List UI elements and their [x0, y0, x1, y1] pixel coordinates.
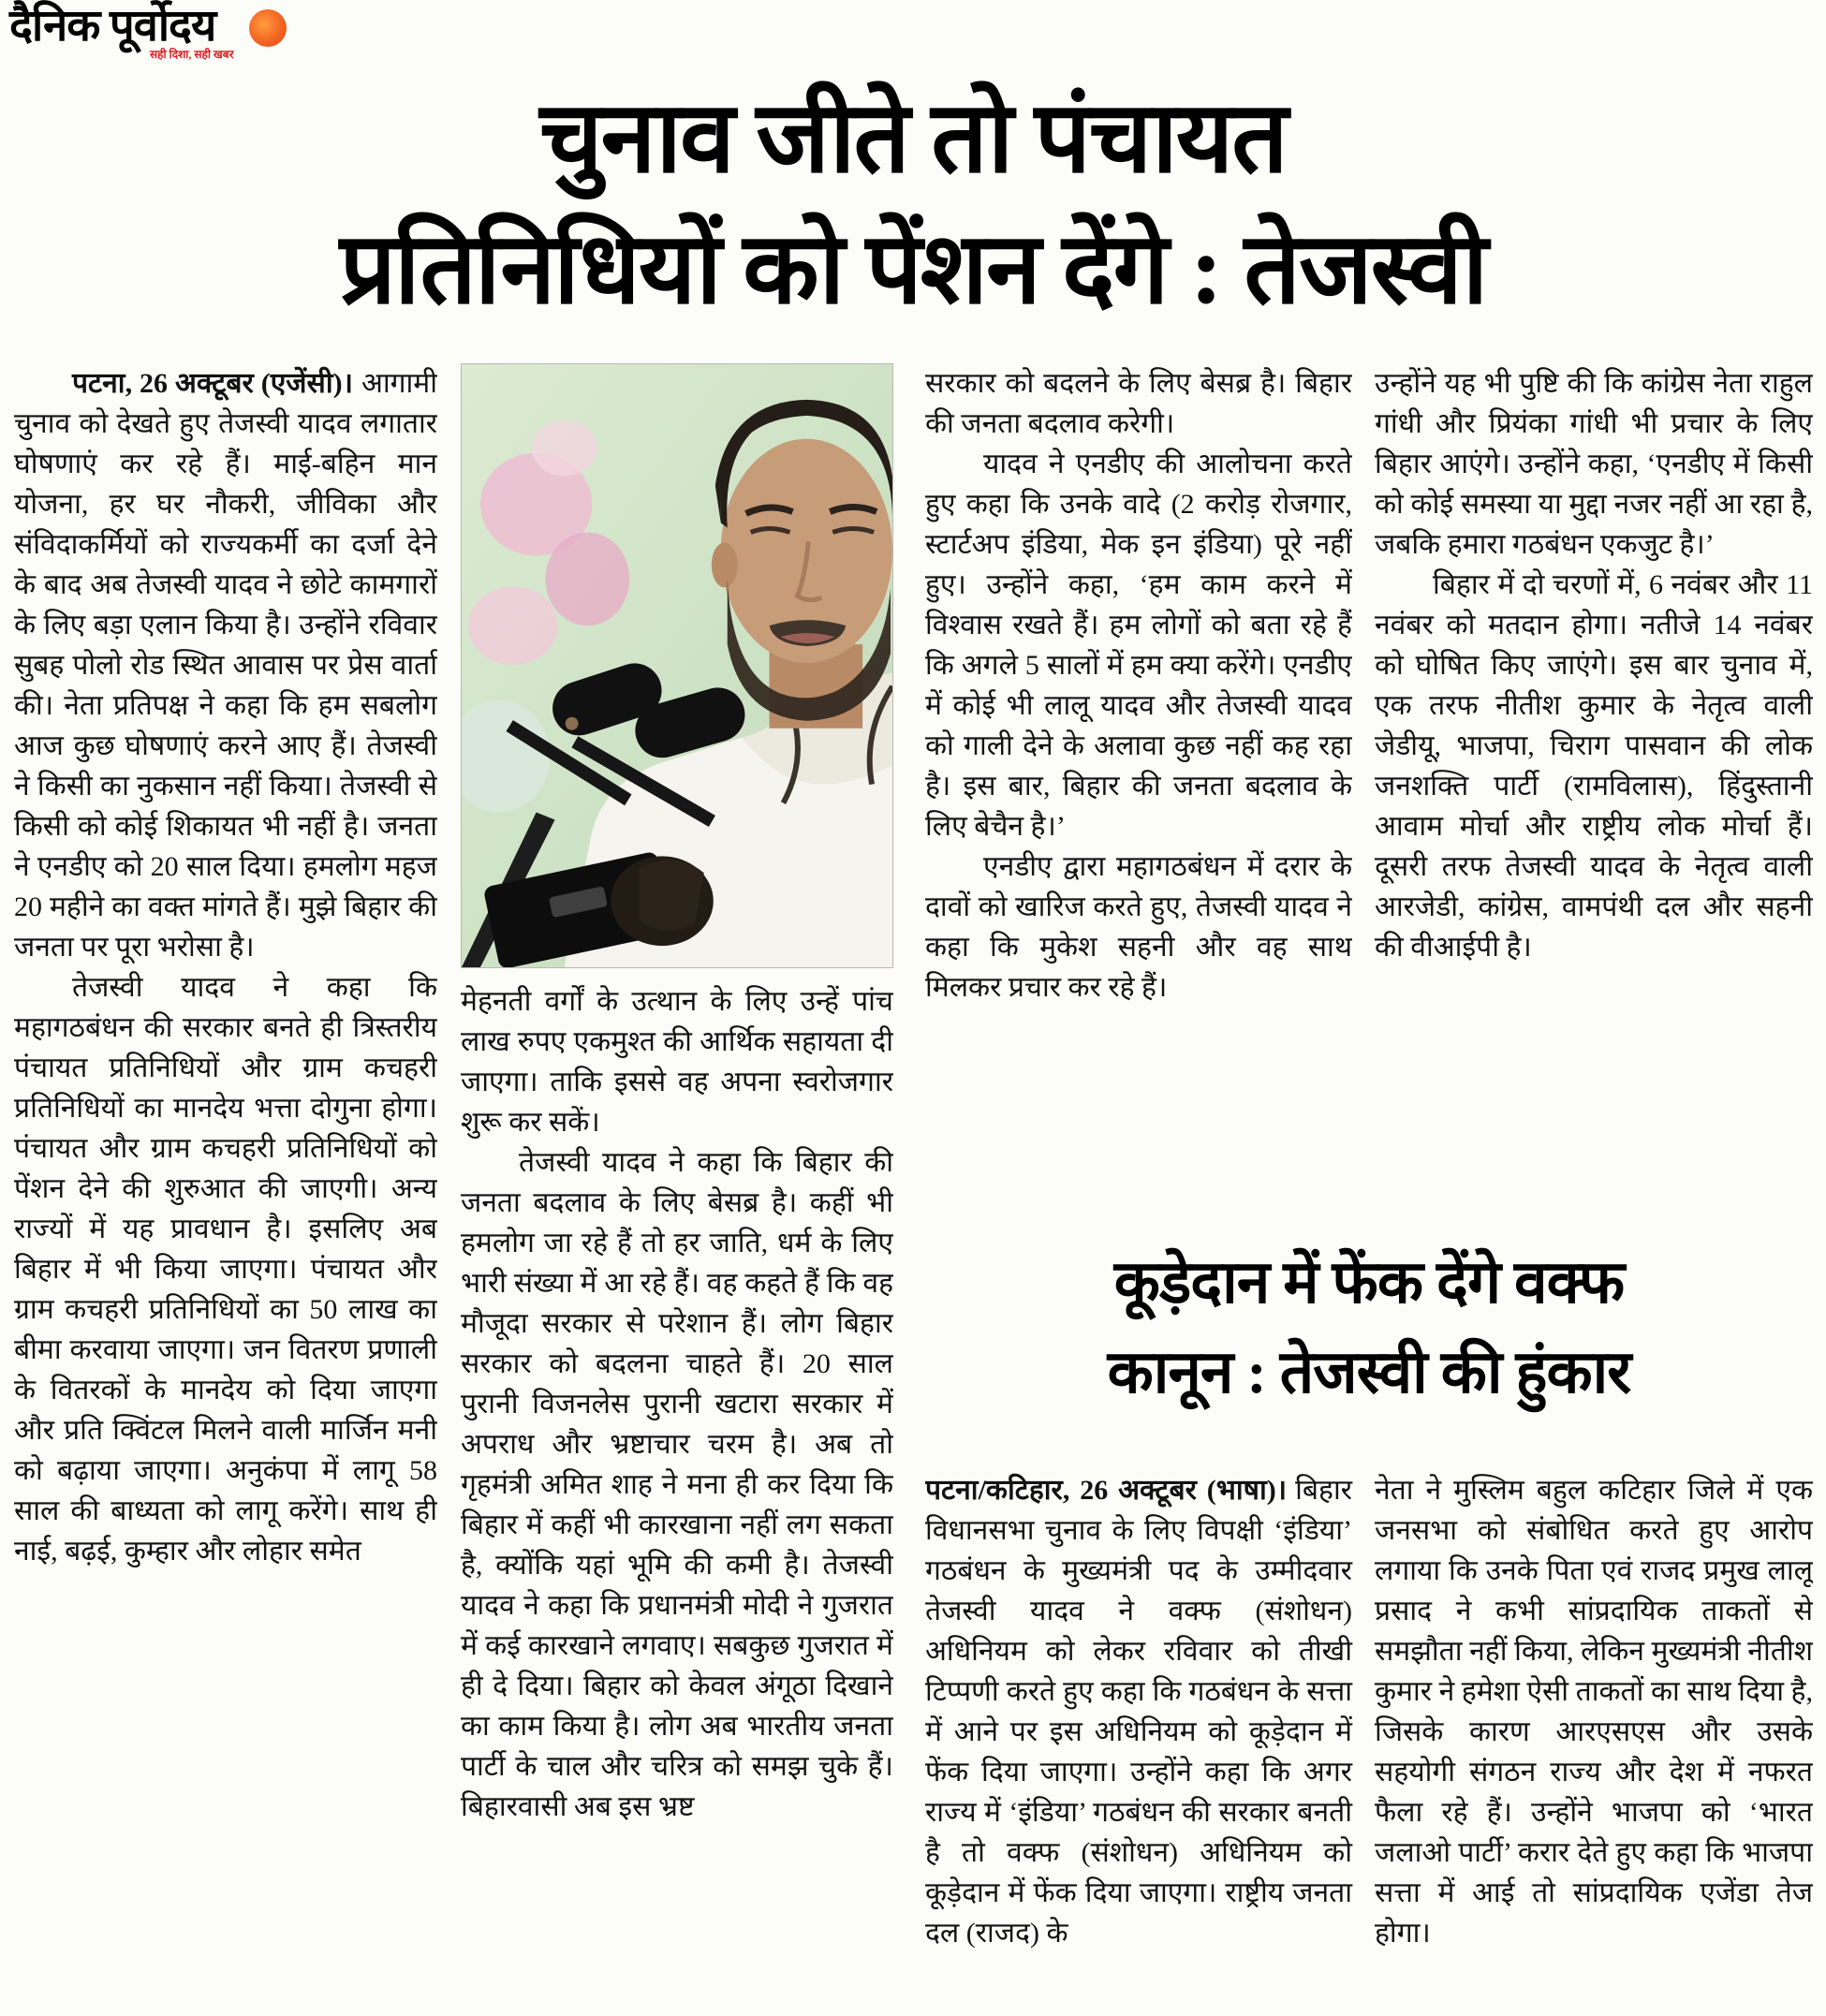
second-article	[925, 1238, 1813, 2016]
dateline: पटना, 26 अक्टूबर (एजेंसी)।	[72, 368, 353, 399]
second-article-columns	[925, 1442, 1813, 1981]
paragraph: मेहनती वर्गों के उत्थान के लिए उन्हें पांच लाख रुपए एकमुश्त की आर्थिक सहायता दी जाएगा। ताकि इससे वह अपना स्वरोजगार शुरू कर सकें।	[461, 986, 893, 1138]
masthead	[9, 4, 318, 62]
article1-column-1	[14, 363, 437, 2011]
main-headline-line1: चुनाव जीते तो पंचायत	[539, 83, 1287, 193]
second-article-column-1	[925, 1442, 1352, 1981]
paragraph: नेता ने मुस्लिम बहुल कटिहार जिले में एक जनसभा को संबोधित करते हुए आरोप लगाया कि उनके पिता एवं राजद प्रमुख लालू प्रसाद ने कभी सांप्रदायिक ताकतों से समझौता नहीं किया, लेकिन मुख्यमंत्री नीतीश कुमार ने हमेशा ऐसी ताकतों का साथ दिया है, जिसके कारण आरएसएस और उसके सहयोगी संगठन राज्य और देश में नफरत फैला रहे हैं। उन्होंने भाजपा को ‘भारत जलाओ पार्टी’ करार देते हुए कहा कि भाजपा सत्ता में आई तो सांप्रदायिक एजेंडा तेज होगा।	[1375, 1475, 1813, 1949]
article1-column-2	[461, 363, 893, 2011]
paragraph: बिहार में दो चरणों में, 6 नवंबर और 11 नवंबर को मतदान होगा। नतीजे 14 नवंबर को घोषित किए जाएंगे। इस बार चुनाव में, एक तरफ नीतीश कुमार के नेतृत्व वाली जेडीयू, भाजपा, चिराग पासवान की लोक जनशक्ति पार्टी (रामविलास), हिंदुस्तानी आवाम मोर्चा और राष्ट्रीय लोक मोर्चा हैं। दूसरी तरफ तेजस्वी यादव के नेतृत्व वाली आरजेडी, कांग्रेस, वामपंथी दल और सहनी की वीआईपी है।	[1375, 569, 1813, 963]
article-photo	[461, 363, 893, 968]
second-headline-line1: कूड़ेदान में फेंक देंगे वक्फ	[1113, 1249, 1625, 1316]
paragraph: तेजस्वी यादव ने कहा कि महागठबंधन की सरकार बनते ही त्रिस्तरीय पंचायत प्रतिनिधियों और ग्राम कचहरी प्रतिनिधियों का मानदेय भत्ता दोगुना होगा। पंचायत और ग्राम कचहरी प्रतिनिधियों को पेंशन देने की शुरुआत की जाएगी। अन्य राज्यों में यह प्रावधान है। इसलिए अब बिहार में भी किया जाएगा। पंचायत और ग्राम कचहरी प्रतिनिधियों का 50 लाख का बीमा करवाया जाएगा। जन वितरण प्रणाली के वितरकों के मानदेय को दिया जाएगा और प्रति क्विंटल मिलने वाली मार्जिन मनी को बढ़ाया जाएगा। अनुकंपा में लागू 58 साल की बाध्यता को लागू करेंगे। साथ ही नाई, बढ़ई, कुम्हार और लोहार समेत	[14, 972, 437, 1567]
press-conference-photo-illustration	[462, 364, 892, 967]
paragraph	[925, 1470, 1352, 1953]
paragraph-text: बिहार विधानसभा चुनाव के लिए विपक्षी ‘इंडिया’ गठबंधन के मुख्यमंत्री पद के उम्मीदवार तेजस्वी यादव ने वक्फ (संशोधन) अधिनियम को लेकर रविवार को तीखी टिप्पणी करते हुए कहा कि गठबंधन के सत्ता में आने पर इस अधिनियम को कूड़ेदान में फेंक दिया जाएगा। उन्होंने कहा कि अगर राज्य में ‘इंडिया’ गठबंधन की सरकार बनती है तो वक्फ (संशोधन) अधिनियम को कूड़ेदान में फेंक दिया जाएगा। राष्ट्रीय जनता दल (राजद) के	[925, 1475, 1352, 1949]
main-headline-line2: प्रतिनिधियों को पेंशन देंगे : तेजस्वी	[339, 213, 1487, 324]
masthead-tagline: सही दिशा, सही खबर	[150, 48, 234, 62]
dateline: पटना/कटिहार, 26 अक्टूबर (भाषा)।	[925, 1475, 1288, 1506]
paragraph: एनडीए द्वारा महागठबंधन में दरार के दावों को खारिज करते हुए, तेजस्वी यादव ने कहा कि मुकेश सहनी और वह साथ मिलकर प्रचार कर रहे हैं।	[925, 851, 1352, 1003]
masthead-title: दैनिक पूर्वोदय	[9, 2, 216, 51]
paragraph: उन्होंने यह भी पुष्टि की कि कांग्रेस नेता राहुल गांधी और प्रियंका गांधी भी प्रचार के लिए बिहार आएंगे। उन्होंने कहा, ‘एनडीए में किसी को कोई समस्या या मुद्दा नजर नहीं आ रहा है, जबकि हमारा गठबंधन एकजुट है।’	[1375, 368, 1813, 560]
second-headline	[925, 1238, 1813, 1418]
article1-column-4	[1375, 363, 1813, 1251]
paragraph: तेजस्वी यादव ने कहा कि बिहार की जनता बदलाव के लिए बेसब्र है। कहीं भी हमलोग जा रहे हैं तो हर जाति, धर्म के लिए भारी संख्या में आ रहे हैं। वह कहते हैं कि वह मौजूदा सरकार से परेशान हैं। लोग बिहार सरकार को बदलना चाहते हैं। 20 साल पुरानी विजनलेस पुरानी खटारा सरकार में अपराध और भ्रष्टाचार चरम है। अब तो गृहमंत्री अमित शाह ने मना ही कर दिया कि बिहार में कहीं भी कारखाना नहीं लग सकता है, क्योंकि यहां भूमि की कमी है। तेजस्वी यादव ने कहा कि प्रधानमंत्री मोदी ने गुजरात में कई कारखाने लगवाए। सबकुछ गुजरात में ही दे दिया। बिहार को केवल अंगूठा दिखाने का काम किया है। लोग अब भारतीय जनता पार्टी के चाल और चरित्र को समझ चुके हैं। बिहारवासी अब इस भ्रष्ट	[461, 1147, 893, 1822]
paragraph: सरकार को बदलने के लिए बेसब्र है। बिहार की जनता बदलाव करेगी।	[925, 368, 1352, 439]
article1-column-3	[925, 363, 1352, 1251]
second-article-column-2	[1375, 1442, 1813, 1981]
paragraph	[14, 363, 437, 967]
paragraph: यादव ने एनडीए की आलोचना करते हुए कहा कि उनके वादे (2 करोड़ रोजगार, स्टार्टअप इंडिया, मेक इन इंडिया) पूरे नहीं हुए। उन्होंने कहा, ‘हम काम करने में विश्वास रखते हैं। हम लोगों को बता रहे हैं कि अगले 5 सालों में हम क्या करेंगे। एनडीए में कोई भी लालू यादव और तेजस्वी यादव को गाली देने के अलावा कुछ नहीं कह रहा है। इस बार, बिहार की जनता बदलाव के लिए बेचैन है।’	[925, 449, 1352, 842]
second-headline-line2: कानून : तेजस्वी की हुंकार	[1107, 1339, 1631, 1405]
main-headline	[0, 73, 1826, 335]
paragraph-text: आगामी चुनाव को देखते हुए तेजस्वी यादव लगातार घोषणाएं कर रहे हैं। माई-बहिन मान योजना, हर घर नौकरी, जीविका और संविदाकर्मियों को राज्यकर्मी का दर्जा देने के बाद अब तेजस्वी यादव ने छोटे कामगारों के लिए बड़ा एलान किया है। उन्होंने रविवार सुबह पोलो रोड स्थित आवास पर प्रेस वार्ता की। नेता प्रतिपक्ष ने कहा कि हम सबलोग आज कुछ घोषणाएं करने आए हैं। तेजस्वी ने किसी का नुकसान नहीं किया। तेजस्वी से किसी को कोई शिकायत भी नहीं है। जनता ने एनडीए को 20 साल दिया। हमलोग महज 20 महीने का वक्त मांगते हैं। मुझे बिहार की जनता पर पूरा भरोसा है।	[14, 368, 437, 963]
